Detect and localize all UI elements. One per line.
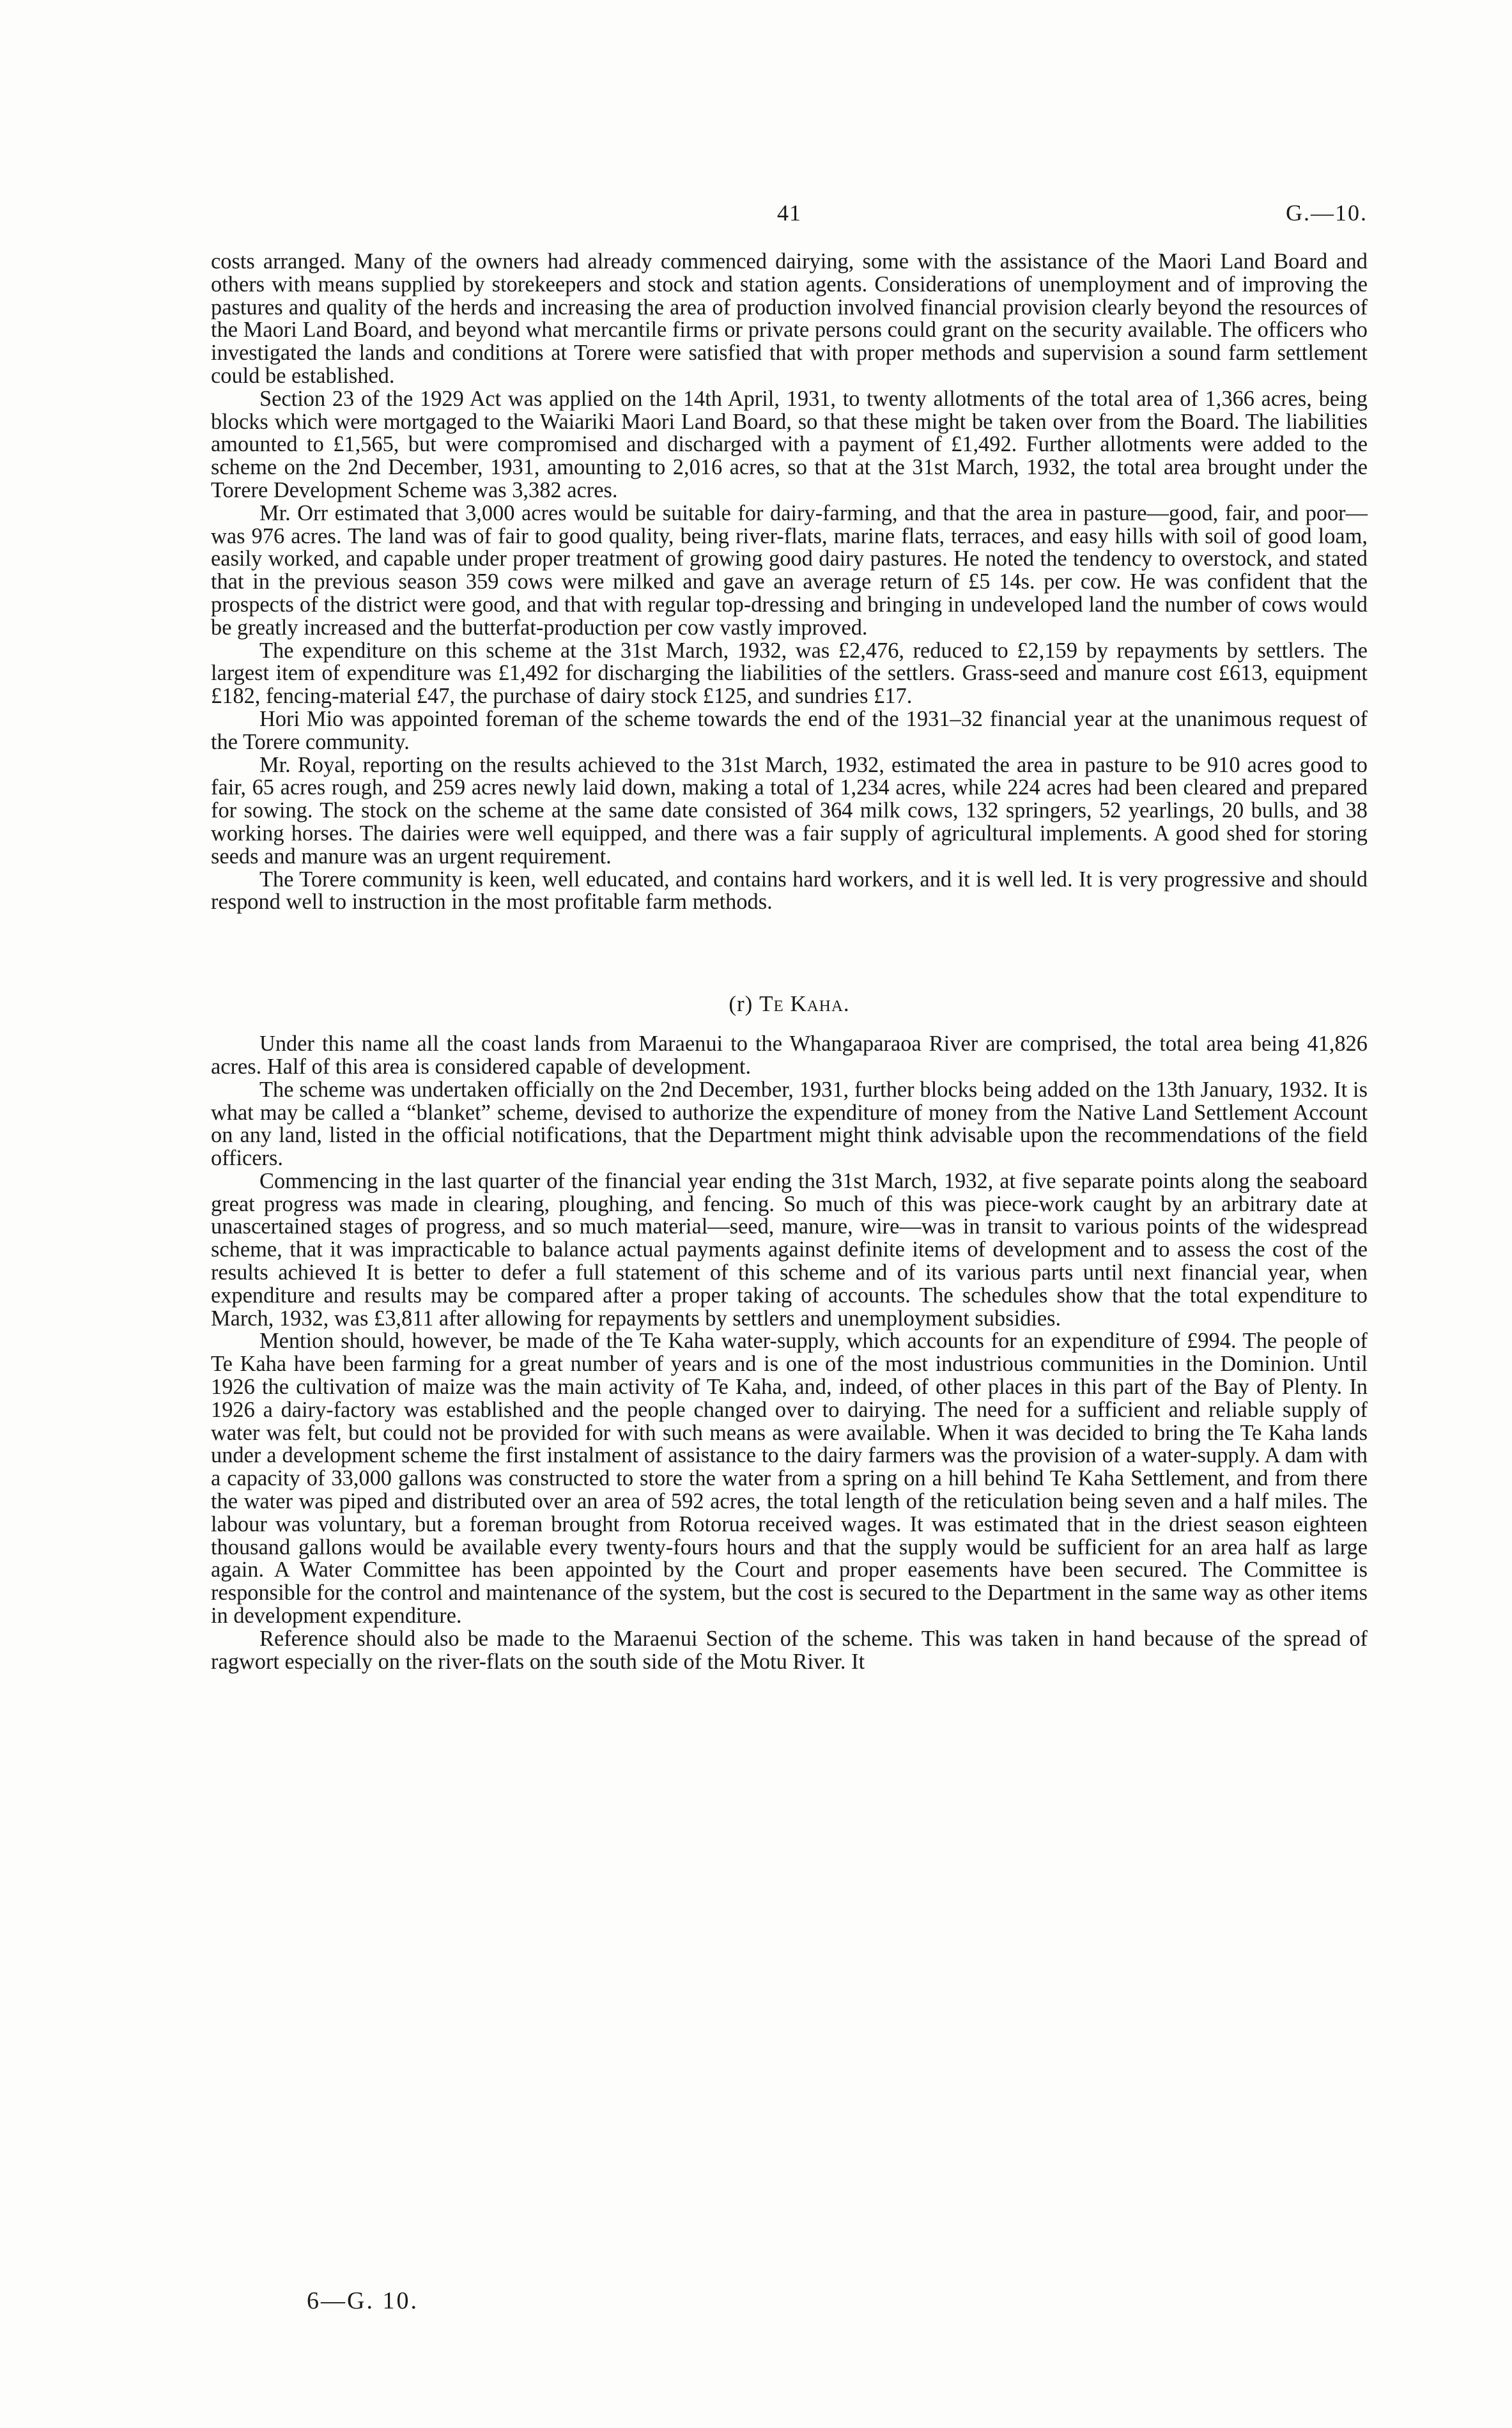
paragraph-water-supply: Mention should, however, be made of the Te Kaha water-supply, which accounts for an expenditure of £994. The people of Te Kaha have been farming for a great number of years and is one of the most industrious communities in the Dominion. Until 1926 the cultivation of maize was the main activity of Te Kaha, and, indeed, of other places in this part of the Bay of Plenty. In 1926 a dairy-factory was established and the people changed over to dairying. The need for a sufficient and reliable supply of water was felt, but could not be provided for with such means as were available. When it was decided to bring the Te Kaha lands under a development scheme the first instalment of assistance to the dairy farmers was the provision of a water-supply. A dam with a capacity of 33,000 gallons was constructed to store the water from a spring on a hill behind Te Kaha Settlement, and from there the water was piped and distributed over an area of 592 acres, the total length of the reticulation being seven and a half miles. The labour was voluntary, but a foreman brought from Rotorua received wages. It was estimated that in the driest season eighteen thousand gallons would be available every twenty-fours hours and that the supply would be sufficient for an area half as large again. A Water Committee has been appointed by the Court and proper easements have been secured. The Committee is responsible for the control and maintenance of the system, but the cost is secured to the Department in the same way as other items in development expenditure. [211, 1329, 1368, 1628]
paragraph-maraenui: Reference should also be made to the Maraenui Section of the scheme. This was taken in hand because of the spread of ragwort especially on the river-flats on the south side of the Motu River. It [211, 1626, 1368, 1674]
page-number: 41 [777, 200, 801, 226]
paragraph-expenditure: The expenditure on this scheme at the 31st March, 1932, was £2,476, reduced to £2,159 by repayments by settlers. The largest item of expenditure was £1,492 for discharging the liabilities of the settlers. Grass-seed and manure cost £613, equipment £182, fencing-material £47, the purchase of dairy stock £125, and sundries £17. [211, 638, 1368, 709]
section-marker: (r) [729, 991, 753, 1017]
paragraph-orr-estimate: Mr. Orr estimated that 3,000 acres would be suitable for dairy-farming, and that the area in pasture—good, fair, and poor—was 976 acres. The land was of fair to good quality, being river-flats, marine flats, terraces, and easy hills with soil of good loam, easily worked, and capable under proper treatment of growing good dairy pastures. He noted the tendency to overstock, and stated that in the previous season 359 cows were milked and gave an average return of £5 14s. per cow. He was confident that the prospects of the district were good, and that with regular top-dressing and bringing in undeveloped land the number of cows would be greatly increased and the butterfat-production per cow vastly improved. [211, 500, 1368, 640]
paper-reference: G.—10. [1286, 200, 1368, 226]
paragraph-royal-report: Mr. Royal, reporting on the results achieved to the 31st March, 1932, estimated the area in pasture to be 910 acres good to fair, 65 acres rough, and 259 acres newly laid down, making a total of 1,234 acres, while 224 acres had been cleared and prepared for sowing. The stock on the scheme at the same date consisted of 364 milk cows, 132 springers, 52 yearlings, 20 bulls, and 38 working horses. The dairies were well equipped, and there was a fair supply of agricultural implements. A good shed for storing seeds and manure was an urgent requirement. [211, 752, 1368, 869]
paragraph-te-kaha-intro: Under this name all the coast lands from Maraenui to the Whangaparaoa River are comprised, the total area being 41,826 acres. Half of this area is considered capable of development. [211, 1032, 1368, 1079]
paragraph-blanket-scheme: The scheme was undertaken officially on the 2nd December, 1931, further blocks being added on the 13th January, 1932. It is what may be called a “blanket” scheme, devised to authorize the expenditure of money from the Native Land Settlement Account on any land, listed in the official notifications, that the Department might think advisable upon the recommendations of the field officers. [211, 1077, 1368, 1171]
paragraph-section-23: Section 23 of the 1929 Act was applied on the 14th April, 1931, to twenty allotments of the total area of 1,366 acres, being blocks which were mortgaged to the Waiariki Maori Land Board, so that these might be taken over from the Board. The liabilities amounted to £1,565, but were compromised and discharged with a payment of £1,492. Further allotments were added to the scheme on the 2nd December, 1931, amounting to 2,016 acres, so that at the 31st March, 1932, the total area brought under the Torere Development Scheme was 3,382 acres. [211, 386, 1368, 502]
body-text [211, 251, 1368, 1673]
paragraph-torere-community: The Torere community is keen, well educated, and contains hard workers, and it is well led. It is very progressive and should respond well to instruction in the most profitable farm methods. [211, 867, 1368, 915]
paragraph-torere-continued: costs arranged. Many of the owners had already commenced dairying, some with the assistance of the Maori Land Board and others with means supplied by storekeepers and stock and station agents. Considerations of unemployment and of improving the pastures and quality of the herds and increasing the area of production involved financial provision clearly beyond the resources of the Maori Land Board, and beyond what mercantile firms or private persons could grant on the security available. The officers who investigated the lands and conditions at Torere were satisfied that with proper methods and supervision a sound farm settlement could be established. [211, 249, 1368, 388]
page-header [211, 199, 1368, 238]
paragraph-foreman: Hori Mio was appointed foreman of the scheme towards the end of the 1931–32 financial year at the unanimous request of the Torere community. [211, 706, 1368, 754]
paragraph-progress: Commencing in the last quarter of the financial year ending the 31st March, 1932, at five separate points along the seaboard great progress was made in clearing, ploughing, and fencing. So much of this was piece-work caught by an arbitrary date at unascertained stages of progress, and so much material—seed, manure, wire—was in transit to various points of the widespread scheme, that it was impracticable to balance actual payments against definite items of development and to assess the cost of the results achieved It is better to defer a full statement of this scheme and of its various parts until next financial year, when expenditure and results may be compared after a proper taking of accounts. The schedules show that the total expenditure to March, 1932, was £3,811 after allowing for repayments by settlers and unemployment subsidies. [211, 1168, 1368, 1331]
section-title: Te Kaha. [759, 991, 850, 1017]
section-heading-te-kaha [211, 991, 1368, 1017]
signature-mark: 6—G. 10. [307, 2287, 419, 2314]
